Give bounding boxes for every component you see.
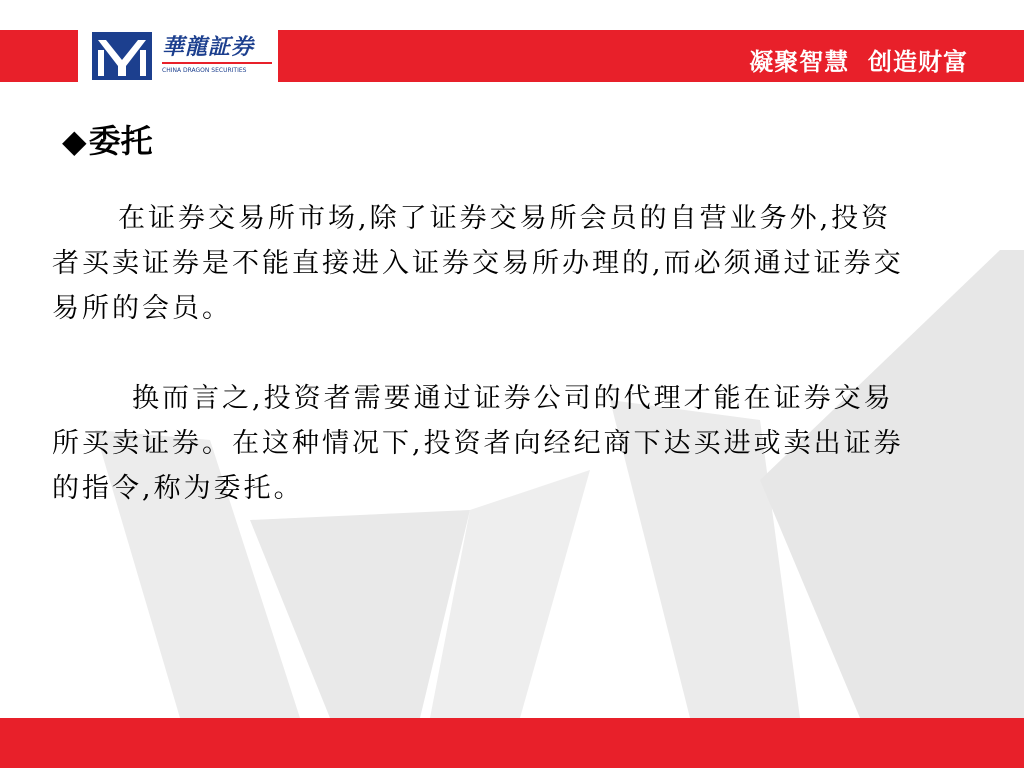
- heading-title: 委托: [88, 122, 153, 160]
- paragraph-1: 在证券交易所市场,除了证券交易所会员的自营业务外,投资者买卖证券是不能直接进入证券交易所办理的,而必须通过证券交易所的会员。: [52, 203, 904, 324]
- company-logo: [78, 26, 278, 86]
- logo-subtitle: CHINA DRAGON SECURITIES: [162, 67, 247, 74]
- diamond-bullet-icon: ◆: [62, 122, 87, 160]
- logo-emblem-icon: [92, 32, 152, 80]
- header-slogan: 凝聚智慧 创造财富: [749, 48, 968, 76]
- footer-bar: [0, 718, 1024, 768]
- logo-name: 華龍証券: [162, 34, 255, 60]
- paragraph-2: 换而言之,投资者需要通过证券公司的代理才能在证券交易所买卖证券。在这种情况下,投资者向经纪商下达买进或卖出证券的指令,称为委托。: [52, 383, 904, 504]
- logo-divider: [162, 62, 272, 64]
- slide-heading: [62, 116, 153, 162]
